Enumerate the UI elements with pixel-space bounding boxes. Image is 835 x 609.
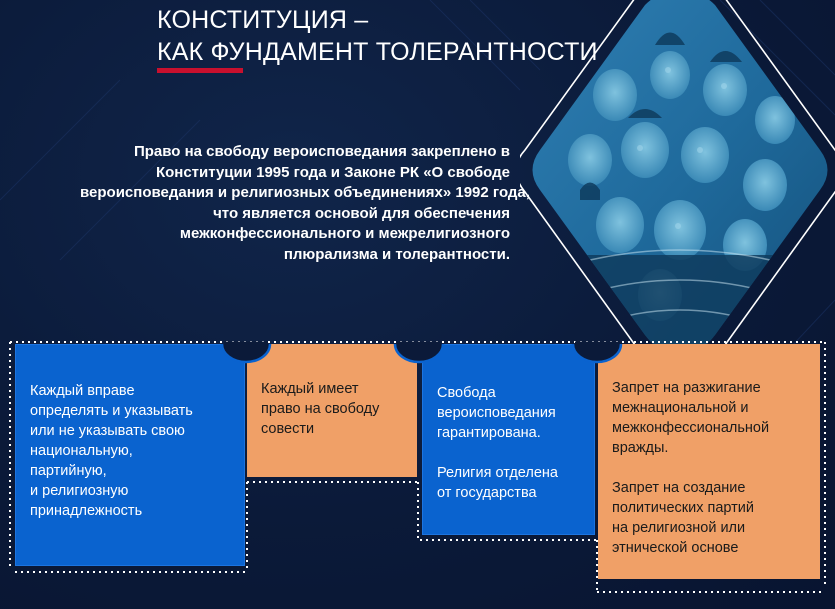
card-text-line: и религиозную: [30, 483, 129, 499]
card-text-line: Свобода: [437, 385, 496, 401]
intro-line: Право на свободу вероисповедания закреплено в: [133, 143, 510, 160]
principle-card-2: [247, 344, 417, 477]
card-paragraph-gap: [612, 458, 806, 478]
card-text-line: определять и указывать: [30, 403, 193, 419]
card-text-line: совести: [261, 421, 315, 437]
slide-title-line-2: КАК ФУНДАМЕНТ ТОЛЕРАНТНОСТИ: [157, 38, 598, 66]
card-text-line: национальную,: [30, 443, 133, 459]
title-accent-bar: [157, 68, 243, 73]
intro-line: плюрализма и толерантности.: [283, 245, 510, 263]
card-text-line: от государства: [437, 485, 537, 501]
card-text-line: или не указывать свою: [30, 423, 185, 439]
intro-line: Конституции 1995 года и Законе РК «О свободе: [155, 163, 510, 181]
card-text-line: партийную,: [30, 463, 107, 479]
principle-card-3: [422, 344, 595, 535]
card-paragraph-gap: [437, 443, 580, 463]
card-text-line: на религиозной или: [612, 520, 746, 536]
slide-title-line-1: КОНСТИТУЦИЯ –: [157, 6, 369, 34]
card-text-line: принадлежность: [30, 503, 143, 519]
intro-line: межконфессионального и межрелигиозного: [179, 225, 510, 242]
principle-card-4: [598, 344, 820, 579]
principle-card-1: [15, 344, 245, 566]
intro-paragraph: [80, 142, 530, 265]
card-text-line: Каждый вправе: [30, 383, 135, 399]
card-text-line: вражды.: [612, 440, 669, 456]
card-text-line: вероисповедания: [437, 405, 556, 421]
card-text-line: Каждый имеет: [261, 381, 359, 397]
group-photo-image: [520, 0, 835, 370]
card-text-line: политических партий: [612, 500, 754, 516]
card-text-line: Религия отделена: [437, 465, 558, 481]
card-text-line: межнациональной и: [612, 400, 749, 416]
card-text-line: право на свободу: [261, 401, 380, 417]
card-text-line: Запрет на разжигание: [612, 380, 761, 396]
intro-line: что является основой для обеспечения: [213, 204, 510, 222]
card-text-line: этнической основе: [612, 540, 739, 556]
intro-line: вероисповедания и религиозных объединениях» 1992 года,: [80, 184, 530, 201]
card-text-line: межконфессиональной: [612, 420, 770, 436]
card-text-line: гарантирована.: [437, 425, 541, 441]
card-text-line: Запрет на создание: [612, 480, 746, 496]
